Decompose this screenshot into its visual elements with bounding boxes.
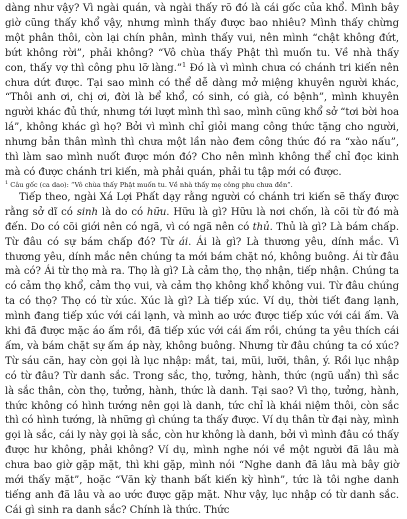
italic-term: sinh [76,206,98,218]
text-run: . Hữu là gì? Hữu là nơi chốn, là cõi từ đó mà đến. Do có cõi giới nên có ngã, vì có ngã nên có [5,206,399,233]
text-run: là do có [97,206,147,218]
paragraph-1 [5,2,399,181]
text-run: dàng như vậy? Vì ngài quán, và ngài thấy rõ đó là cái gốc của khổ. Mình bây giờ cũng thấy khổ vậy, nhưng mình thấy được bao nhiêu? Mình thấy chừng một phân thôi, còn lại chín phân, mình thấy vui, nên mình “chật không đứt, bứt không rời”, phải không? “Vô chùa thấy Phật thì muốn tu. Về nhà thấy con, thấy vợ thì công phu lỡ làng.” [5,3,399,74]
italic-term: hữu [146,206,167,218]
italic-term: ái [178,236,189,248]
text-run: . Ái là gì? Là thương yêu, dính mắc. Vì thương yêu, dính mắc nên chúng ta mới bám chặt nó, không buông. Ái từ đâu mà có? Ái từ thọ mà ra. Thọ là gì? Là cảm thọ, thọ nhận, tiếp nhận. Chúng ta có cảm thọ khổ, cảm thọ vui, và cảm thọ không khổ không vui. Từ đâu chúng ta có thọ? Thọ có từ xúc. Xúc là gì? Là tiếp xúc. Ví dụ, thời tiết đang lạnh, mình đang tiếp xúc với cái lạnh, và mình ao ước được tiếp xúc với cái ấm. Và khi đã được mặc áo ấm rồi, đã tiếp xúc với cái ấm rồi, chúng ta yêu thích cái ấm, và bám chặt sự ấm áp này, không buông. Nhưng từ đâu chúng ta có xúc? Từ sáu căn, hay còn gọi là lục nhập: mắt, tai, mũi, lưỡi, thân, ý. Rồi lục nhập có từ đâu? Từ danh sắc. Trong sắc, thọ, tưởng, hành, thức (ngũ uẩn) thì sắc là sắc thân, còn thọ, tưởng, hành, thức là danh. Tại sao? Vì thọ, tưởng, hành, thức không có hình tướng nên gọi là danh, tức chỉ là khái niệm thôi, còn sắc thì có hình tướng, là những gì chúng ta thấy được. Ví dụ thân từ đại này, mình gọi là sắc, cái ly này gọi là sắc, còn hư không là danh, bởi vì mình đâu có thấy được hư không, phải không? Ví dụ, mình nghe nói về một người đã lâu mà chưa bao giờ gặp mặt, thì khi gặp, mình nói “Nghe danh đã lâu mà bây giờ mới thấy mặt”, hoặc “Văn kỳ thanh bất kiến kỳ hình”, tức là tôi nghe danh tiếng anh đã lâu và ao ước được gặp mặt. Như vậy, lục nhập có từ danh sắc. Cái gì sinh ra danh sắc? Chính là thức. Thức [5,236,399,516]
footnote-marker: 1 [181,60,187,69]
italic-term: thủ [252,221,270,233]
footnote-marker: 1 [5,179,9,186]
text-run: Câu gốc (ca dao): “Vô chùa thấy Phật muốn tu. Về nhà thấy mẹ công phu chưa đền”. [8,180,293,189]
footnote [5,181,399,190]
text-run: . Thủ là gì? Là bám chấp. Từ đâu có sự bám chấp đó? Từ [5,221,399,248]
paragraph-2 [5,191,399,519]
text-run: Tiếp theo, ngài Xá Lợi Phất dạy rằng người có chánh tri kiến sẽ thấy được rằng sở dĩ có [5,191,399,218]
text-run: Đó là vì mình chưa có chánh tri kiến nên chưa dứt được. Tại sao mình có thể dễ dàng mở miệng khuyên người khác, “Thôi anh ơi, chị ơi, đời là bể khổ, có sinh, có già, có bệnh”, mình khuyên người khác đủ thứ, nhưng tới lượt mình thì sao, mình cũng khổ sở “tơi bời hoa lá”, không khác gì họ? Bởi vì mình chỉ giỏi mang công thức tặng cho người, nhưng bản thân mình thì chưa một lần nào đem công thức đó ra “xào nấu”, thì làm sao mình nuốt được món đó? Cho nên mình không thể chỉ đọc kinh mà có được chánh tri kiến, mà phải quán, phải tu tập mới có được. [5,62,399,178]
